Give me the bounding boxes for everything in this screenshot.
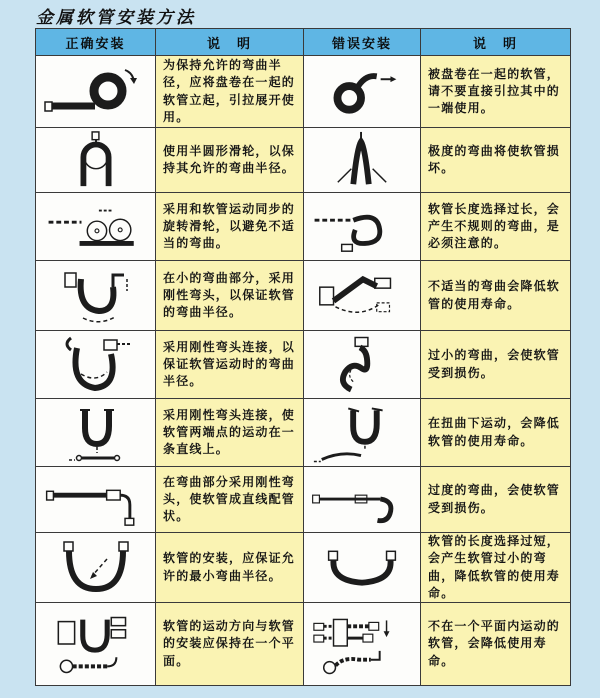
- wrong-description: 极度的弯曲将使软管损坏。: [420, 127, 570, 192]
- improper-sharp-bend-icon: [308, 265, 416, 327]
- too-short-hose-icon: [308, 537, 416, 599]
- correct-description: 在弯曲部分采用刚性弯头，使软管成直线配管状。: [155, 466, 303, 532]
- wrong-description: 过度的弯曲，会使软管受到损伤。: [420, 466, 570, 532]
- semicircular-pulley-icon: [40, 130, 152, 190]
- rigid-elbow-small-bend-icon: [40, 265, 152, 327]
- wrong-install-image: [303, 127, 420, 192]
- wrong-install-image: [303, 330, 420, 398]
- correct-install-image: [36, 55, 155, 127]
- correct-install-image: [36, 127, 155, 192]
- too-small-bend-hook-icon: [308, 334, 416, 396]
- correct-description: 使用半圆形滑轮，以保持其允许的弯曲半径。: [155, 127, 303, 192]
- wrong-description: 不在一个平面内运动的软管，会降低使用寿命。: [420, 602, 570, 685]
- wrong-install-image: [303, 398, 420, 466]
- correct-install-image: [36, 466, 155, 532]
- extreme-bend-icon: [308, 130, 416, 190]
- wrong-description: 软管长度选择过长，会产生不规则的弯曲，是必须注意的。: [420, 192, 570, 260]
- correct-description: 采用刚性弯头连接，以保证软管运动时的弯曲半径。: [155, 330, 303, 398]
- wrong-install-image: [303, 532, 420, 602]
- wrong-install-image: [303, 260, 420, 330]
- straight-piping-elbow-icon: [40, 470, 152, 530]
- wrong-description: 不适当的弯曲会降低软管的使用寿命。: [420, 260, 570, 330]
- correct-install-image: [36, 192, 155, 260]
- wrong-install-image: [303, 466, 420, 532]
- aligned-endpoints-u-icon: [40, 402, 152, 464]
- overbent-end-icon: [308, 470, 416, 530]
- correct-install-image: [36, 532, 155, 602]
- page-title: 金属软管安装方法: [36, 8, 196, 28]
- correct-install-image: [36, 330, 155, 398]
- correct-description: 采用和软管运动同步的旋转滑轮，以避免不适当的弯曲。: [155, 192, 303, 260]
- correct-description: 为保持允许的弯曲半径，应将盘卷在一起的软管立起，引拉展开使用。: [155, 55, 303, 127]
- header-description-2: 说 明: [420, 29, 570, 55]
- wrong-install-image: [303, 55, 420, 127]
- minimum-bend-radius-u-icon: [40, 537, 152, 599]
- rigid-elbow-connection-icon: [40, 334, 152, 396]
- synchronized-rotating-pulleys-icon: [40, 197, 152, 257]
- wrong-description: 软管的长度选择过短，会产生软管过小的弯曲，降低软管的使用寿命。: [420, 532, 570, 602]
- correct-install-image: [36, 398, 155, 466]
- coil-pulled-from-end-icon: [308, 61, 416, 123]
- correct-description: 软管的运动方向与软管的安装应保持在一个平面。: [155, 602, 303, 685]
- same-plane-installation-icon: [40, 609, 152, 679]
- wrong-install-image: [303, 602, 420, 685]
- wrong-description: 过小的弯曲，会使软管受到损伤。: [420, 330, 570, 398]
- wrong-install-image: [303, 192, 420, 260]
- coiled-hose-stood-up-icon: [40, 61, 152, 123]
- correct-description: 软管的安装，应保证允许的最小弯曲半径。: [155, 532, 303, 602]
- correct-install-image: [36, 260, 155, 330]
- correct-description: 在小的弯曲部分，采用刚性弯头，以保证软管的弯曲半径。: [155, 260, 303, 330]
- installation-methods-table: [35, 28, 571, 686]
- twisted-motion-u-icon: [308, 402, 416, 464]
- correct-install-image: [36, 602, 155, 685]
- out-of-plane-motion-icon: [308, 609, 416, 679]
- correct-description: 采用刚性弯头连接，使软管两端点的运动在一条直线上。: [155, 398, 303, 466]
- irregular-loop-icon: [308, 197, 416, 257]
- header-description-1: 说 明: [155, 29, 303, 55]
- header-correct-install: 正确安装: [36, 29, 155, 55]
- wrong-description: 被盘卷在一起的软管，请不要直接引拉其中的一端使用。: [420, 55, 570, 127]
- wrong-description: 在扭曲下运动，会降低软管的使用寿命。: [420, 398, 570, 466]
- header-wrong-install: 错误安装: [303, 29, 420, 55]
